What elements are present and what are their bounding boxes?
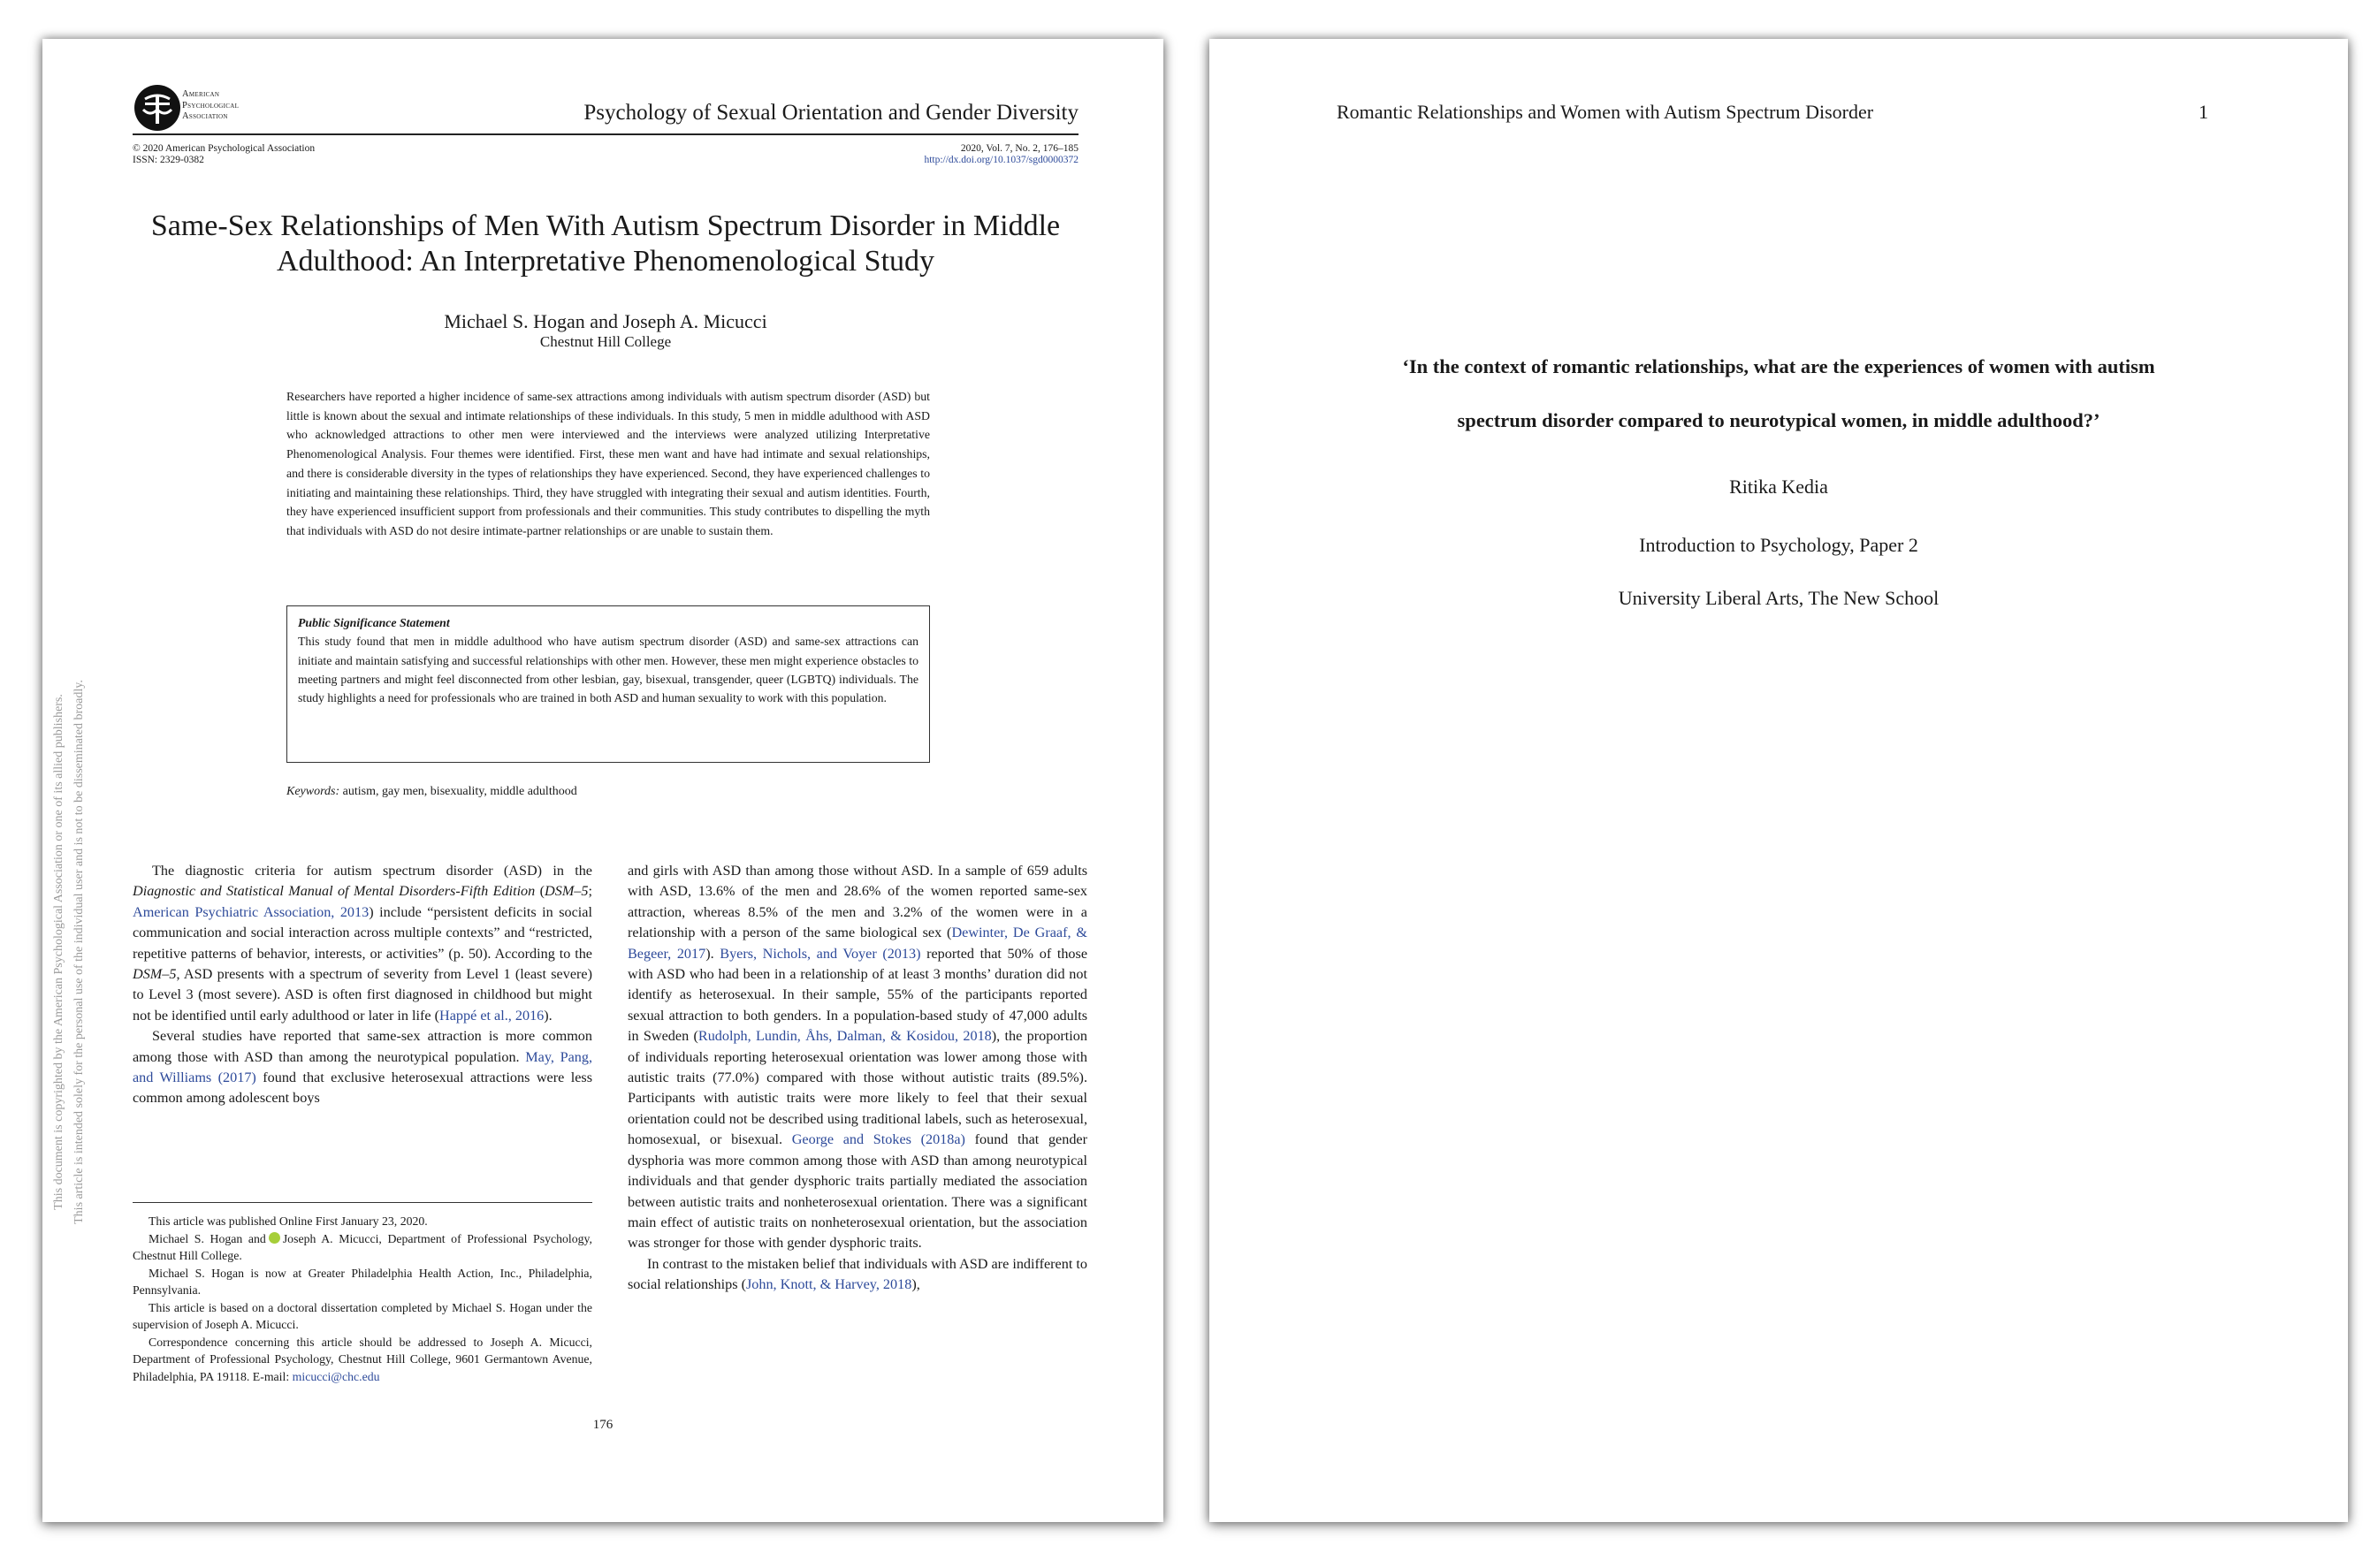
copyright-info: © 2020 American Psychological Association ISSN: 2329-0382 [133,143,316,165]
keywords [286,785,577,799]
title-page [1209,39,2348,1522]
article-title: Same-Sex Relationships of Men With Autism Spectrum Disorder in Middle Adulthood: An Interpretative Phenomenological Study [150,209,1061,278]
citation-link[interactable]: Byers, Nichols, and Voyer (2013) [720,945,921,962]
body-column-right [628,861,1087,1296]
significance-statement-box [286,605,930,763]
paragraph: and girls with ASD than among those without ASD. In a sample of 659 adults with ASD, 13.6% of the men and 28.6% of the women reported same-sex attraction, whereas 8.5% of the men and 3.2% of the women were in a relationship with a person of the same biological sex (Dewinter, De Graaf, & Begeer, 2017). Byers, Nichols, and Voyer (2013) reported that 50% of those with ASD who had been in a relationship of at least 3 months’ duration did not identify as heterosexual. In their sample, 55% of the participants reported sexual attraction to both genders. In a population-based study of 47,000 adults in Sweden (Rudolph, Lundin, Åhs, Dalman, & Kosidou, 2018), the proportion of individuals reporting heterosexual orientation was lower among those with autistic traits (77.0%) compared with those without autistic traits (89.5%). Participants with autistic traits were more likely to feel that their sexual orientation could not be described using traditional labels, such as heterosexual, homosexual, or bisexual. George and Stokes (2018a) found that gender dysphoria was more common among those with ASD than among neurotypical individuals and that gender dysphoric traits partially mediated the association between autistic traits and nonheterosexual orientation. There was a significant main effect of autistic traits on nonheterosexual orientation, but the association was stronger for those with gender dysphoric traits. [628,863,1088,1252]
author-name: Ritika Kedia [1729,476,1828,498]
page-number: 176 [592,1418,614,1432]
citation-link[interactable]: Rudolph, Lundin, Åhs, Dalman, & Kosidou, 2018 [697,1028,992,1045]
abstract: Researchers have reported a higher incidence of same-sex attractions among individuals with autism spectrum disorder (ASD) but little is known about the sexual and intimate relationships of these individuals. In this study, 5 men in middle adulthood with ASD who acknowledged attractions to other men were interviewed and the interviews were analyzed utilizing Interpretative Phenomenological Analysis. Four themes were identified. First, these men want and have had intimate and sexual relationships, and there is considerable diversity in the types of relationships they have experienced. Second, they have experienced challenges to initiating and maintaining these relationships. Third, they have struggled with integrating their sexual and autism identities. Fourth, they have experienced insufficient support from professionals and their communities. This study contributes to dispelling the myth that individuals with ASD do not desire intimate-partner relationships or are unable to sustain them. [286,390,930,537]
article-authors: Michael S. Hogan and Joseph A. Micucci [444,310,767,332]
running-head: Romantic Relationships and Women with Autism Spectrum Disorder [1337,101,1874,123]
author-affiliation: Chestnut Hill College [539,333,672,350]
body-column-left [133,861,592,1109]
footnotes: This article was published Online First January 23, 2020. Michael S. Hogan and Joseph A. Micucci, Department of Professional Psychology, Chestnut Hill College. Michael S. Hogan is now at Greater Philadelphia Health Action, Inc., Philadelphia, Pennsylvania. This article is based on a doctoral dissertation completed by Michael S. Hogan under the supervision of Joseph A. Micucci. Correspondence concerning this article should be addressed to Joseph A. Micucci, Department of Professional Psychology, Chestnut Hill College, 9601 Germantown Avenue, Philadelphia, PA 19118. E-mail: micucci@chc.edu [133,1214,592,1383]
paragraph: The diagnostic criteria for autism spectrum disorder (ASD) in the Diagnostic and Statistical Manual of Mental Disorders-Fifth Edition (DSM–5; American Psychiatric Association, 2013) include “persistent deficits in social communication and social interaction across multiple contexts” and “restricted, repetitive patterns of behavior, interests, or activities” (p. 50). According to the DSM–5, ASD presents with a spectrum of severity from Level 1 (least severe) to Level 3 (most severe). ASD is often first diagnosed in childhood but might not be identified until early adulthood or later in life (Happé et al., 2016). [133,863,592,1024]
citation-link[interactable]: May, Pang, and Williams (2017) [133,1048,593,1086]
research-question: ‘In the context of romantic relationships, what are the experiences of women with autism spectrum disorder compared to neurotypical women, in middle adulthood?’ [1402,355,2155,431]
orcid-icon[interactable] [269,1232,280,1244]
footnote-rule [133,1202,592,1203]
citation-link[interactable]: American Psychiatric Association, 2013 [133,903,370,920]
citation-link[interactable]: Happé et al., 2016 [439,1007,545,1024]
sidebar-line-1: This document is copyrighted by the American Psychological Association or one of its allied publishers. [52,694,65,1210]
significance-text: This study found that men in middle adulthood who have autism spectrum disorder (ASD) and same-sex attractions can initiate and maintain satisfying and successful relationships with other men. However, these men might experience obstacles to meeting partners and might feel disconnected from other lesbian, gay, bisexual, transgender, queer (LGBTQ) individuals. The study highlights a need for professionals who are trained in both ASD and human sexuality to work with this population. [298,635,918,705]
copyright-sidebar [49,660,89,1244]
apa-logo-icon [133,83,182,133]
citation-link[interactable]: John, Knott, & Harvey, 2018 [745,1276,912,1293]
keywords-list: autism, gay men, bisexuality, middle adulthood [342,785,577,798]
paragraph: Several studies have reported that same-sex attraction is more common among those with ASD than among the neurotypical population. May, Pang, and Williams (2017) found that exclusive heterosexual attractions were less common among adolescent boys [133,1028,593,1107]
doi-link[interactable]: http://dx.doi.org/10.1037/sgd0000372 [924,155,1078,165]
paragraph: In contrast to the mistaken belief that individuals with ASD are indifferent to social relationships (John, Knott, & Harvey, 2018), [628,1255,1087,1293]
page-number: 1 [2199,101,2208,123]
citation-link[interactable]: George and Stokes (2018a) [791,1131,965,1148]
journal-article-page [42,39,1163,1522]
journal-name: Psychology of Sexual Orientation and Gender Diversity [583,101,1078,125]
sidebar-line-2: This article is intended solely for the personal use of the individual user and is not to be disseminated broadly. [72,680,86,1224]
keywords-label: Keywords: [286,785,340,798]
header-rule [133,133,1078,135]
course-name: Introduction to Psychology, Paper 2 [1639,534,1918,556]
citation-link[interactable]: Dewinter, De Graaf, & Begeer, 2017 [628,925,1087,962]
significance-heading: Public Significance Statement [298,616,450,629]
institution-name: University Liberal Arts, The New School [1618,587,1940,609]
email-link[interactable]: micucci@chc.edu [292,1369,380,1383]
publisher-name: American Psychological Association [182,89,240,121]
volume-info: 2020, Vol. 7, No. 2, 176–185 http://dx.doi.org/10.1037/sgd0000372 [924,143,1078,165]
